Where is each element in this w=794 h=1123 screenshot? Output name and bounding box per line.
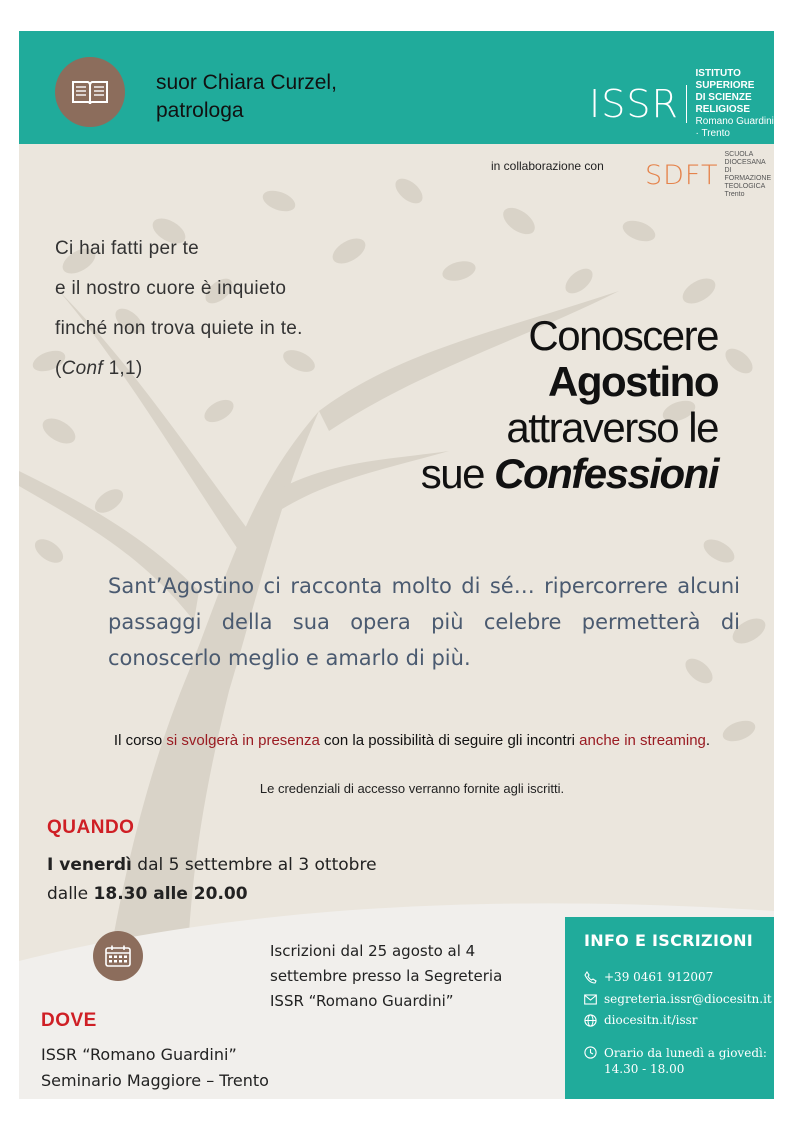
quote-reference-work: Conf — [61, 358, 103, 379]
location — [41, 1042, 269, 1094]
collaboration-label: in collaborazione con — [491, 159, 604, 173]
title-line-3: attraverso le — [506, 404, 718, 451]
credentials-note: Le credenziali di accesso verranno fornite agli iscritti. — [259, 781, 565, 796]
phone-number[interactable]: +39 0461 912007 — [604, 970, 714, 984]
sdft-logo-mark: SDFT — [645, 159, 719, 191]
title-line-1: Conoscere — [528, 312, 718, 359]
hours-label: Orario da lunedì a giovedì: — [604, 1046, 767, 1060]
schedule-days: I venerdì dal 5 settembre al 3 ottobre — [47, 855, 377, 875]
phone-row[interactable] — [584, 970, 713, 984]
sdft-logo — [645, 151, 774, 199]
office-hours — [584, 1045, 767, 1077]
location-line-1: ISSR “Romano Guardini” — [41, 1045, 237, 1064]
schedule-time: dalle 18.30 alle 20.00 — [47, 884, 248, 904]
registration-note — [270, 939, 502, 1014]
website-row[interactable] — [584, 1013, 698, 1027]
quote-reference: (Conf 1,1) — [55, 358, 143, 379]
sdft-line-1: SCUOLA DIOCESANA — [724, 151, 766, 166]
quote-line-1: Ci hai fatti per te — [55, 238, 200, 259]
book-icon-badge — [55, 57, 125, 127]
phone-icon — [584, 971, 597, 984]
website-url[interactable]: diocesitn.it/issr — [604, 1013, 698, 1027]
speaker-line-1: suor Chiara Curzel, — [156, 71, 337, 94]
issr-logo — [589, 68, 774, 140]
course-format-note: Il corso si svolgerà in presenza con la possibilità di seguire gli incontri anche in streaming. — [113, 732, 711, 749]
speaker-line-2: patrologa — [156, 99, 244, 122]
when-heading: QUANDO — [47, 817, 135, 838]
issr-logo-mark: ISSR — [589, 82, 679, 126]
hours-value: 14.30 - 18.00 — [604, 1062, 685, 1076]
registration-line-3: ISSR “Romano Guardini” — [270, 992, 454, 1010]
calendar-icon — [105, 945, 131, 967]
intro-paragraph: Sant’Agostino ci racconta molto di sé… ripercorrere alcuni passaggi della sua opera più celebre permetterà di conoscerlo meglio e amarlo di più. — [108, 574, 740, 670]
sdft-line-2: DI FORMAZIONE — [724, 167, 772, 182]
sdft-line-3: TEOLOGICA — [724, 183, 765, 190]
title-line-2: Agostino — [548, 358, 718, 405]
header-banner — [19, 31, 774, 144]
schedule — [47, 851, 377, 909]
book-icon — [71, 78, 109, 106]
where-heading: DOVE — [41, 1010, 97, 1031]
quote-line-2: e il nostro cuore è inquieto — [55, 278, 287, 299]
sdft-logo-text — [724, 151, 774, 199]
flyer-page — [19, 31, 774, 1099]
info-title: INFO E ISCRIZIONI — [584, 931, 754, 950]
issr-logo-line-3: Romano Guardini · Trento — [695, 116, 774, 139]
clock-icon — [584, 1046, 597, 1059]
email-row[interactable] — [584, 992, 772, 1006]
info-box — [565, 917, 774, 1099]
in-person-highlight: si svolgerà in presenza — [166, 732, 320, 749]
location-line-2: Seminario Maggiore – Trento — [41, 1071, 269, 1090]
issr-logo-line-2: DI SCIENZE RELIGIOSE — [695, 92, 752, 115]
issr-logo-line-1: ISTITUTO SUPERIORE — [695, 68, 755, 91]
sdft-line-3-suffix: Trento — [724, 191, 745, 198]
globe-icon — [584, 1014, 597, 1027]
logo-divider — [686, 85, 687, 123]
issr-logo-text — [696, 68, 774, 140]
speaker-name — [156, 69, 337, 125]
calendar-icon-badge — [93, 931, 143, 981]
email-icon — [584, 994, 597, 1005]
email-address[interactable]: segreteria.issr@diocesitn.it — [604, 992, 772, 1006]
course-title — [421, 313, 718, 497]
title-line-4: sue Confessioni — [420, 450, 718, 497]
quote-line-3: finché non trova quiete in te. — [55, 318, 303, 339]
augustine-quote — [55, 229, 303, 389]
streaming-highlight: anche in streaming — [579, 732, 706, 749]
registration-line-2: settembre presso la Segreteria — [270, 967, 503, 985]
registration-line-1: Iscrizioni dal 25 agosto al 4 — [270, 942, 476, 960]
